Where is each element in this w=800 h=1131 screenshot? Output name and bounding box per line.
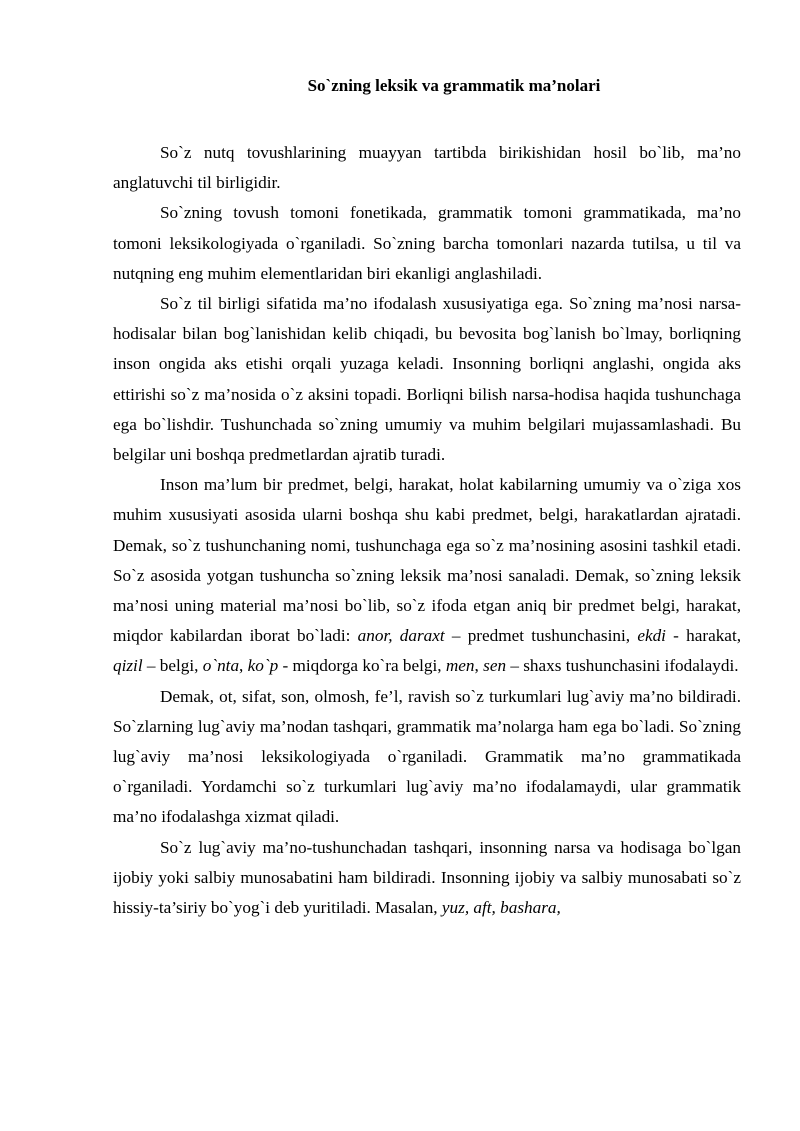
paragraph-text: So`z nutq tovushlarining muayyan tartibda birikishidan hosil bo`lib, ma’no anglatuvchi til birligidir. <box>113 143 741 193</box>
paragraph-text: , <box>474 656 484 676</box>
paragraph-text: – predmet tushunchasini, <box>444 626 638 646</box>
italic-example-text: qizil <box>113 656 143 676</box>
document-body <box>113 138 741 923</box>
document-title: So`zning leksik va grammatik ma’nolari <box>307 76 601 95</box>
paragraph <box>113 833 741 924</box>
paragraph-text: , <box>239 656 248 676</box>
italic-example-text: o`nta <box>202 656 240 676</box>
paragraph-text: Inson ma’lum bir predmet, belgi, harakat, holat kabilarning umumiy va o`ziga xos muhim xususiyati asosida ularni boshqa shu kabi predmet, belgi, harakatlardan ajratadi. Demak, so`z tushunchaning nomi, tushunchaga ega so`z ma’nosining asosini tashkil etadi. So`z asosida yotgan tushuncha so`zning leksik ma’nosi sanaladi. Demak, so`zning leksik ma’nosi uning material ma’nosi bo`lib, so`z ifoda etgan aniq bir predmet belgi, harakat, miqdor kabilardan iborat bo`ladi: <box>113 475 741 646</box>
italic-example-text: men <box>445 656 475 676</box>
paragraph <box>113 470 741 681</box>
italic-example-text: ekdi <box>637 626 666 646</box>
paragraph-text: So`zning tovush tomoni fonetikada, grammatik tomoni grammatikada, ma’no tomoni leksikologiyada o`rganiladi. So`zning barcha tomonlari nazarda tutilsa, u til va nutqning eng muhim elementlaridan biri ekanligi anglashiladi. <box>113 203 741 283</box>
paragraph <box>113 138 741 198</box>
paragraph-text: So`z til birligi sifatida ma’no ifodalash xususiyatiga ega. So`zning ma’nosi narsa-hodisalar bilan bog`lanishidan kelib chiqadi, bu bevosita bog`lanish bo`lmay, borliqning inson ongida aks etishi orqali yuzaga keladi. Insonning borliqni anglashi, ongida aks ettirishi so`z ma’nosida o`z aksini topadi. Borliqni bilish narsa-hodisa haqida tushunchaga ega bo`lishdir. Tushunchada so`zning umumiy va muhim belgilari mujassamlashadi. Bu belgilar uni boshqa predmetlardan ajratib turadi. <box>113 294 741 465</box>
paragraph-text: – shaxs tushunchasini ifodalaydi. <box>506 656 739 676</box>
paragraph <box>113 198 741 289</box>
paragraph-text: Demak, ot, sifat, son, olmosh, fe’l, ravish so`z turkumlari lug`aviy ma’no bildiradi. So`zlarning lug`aviy ma’nodan tashqari, grammatik ma’nolarga ham ega bo`ladi. So`zning lug`aviy ma’nosi leksikologiyada o`rganiladi. Grammatik ma’no grammatikada o`rganiladi. Yordamchi so`z turkumlari lug`aviy ma’no ifodalamaydi, ular grammatik ma’no ifodalashga xizmat qiladi. <box>113 686 741 827</box>
paragraph <box>113 682 741 833</box>
paragraph-text: So`z lug`aviy ma’no-tushunchadan tashqari, insonning narsa va hodisaga bo`lgan ijobiy yoki salbiy munosabatini ham bildiradi. Insonning ijobiy va salbiy munosabati so`z hissiy-ta’siriy bo`yog`i deb yuritiladi. Masalan, <box>113 837 741 918</box>
paragraph-text: – belgi, <box>142 656 203 676</box>
italic-example-text: sen <box>483 656 507 676</box>
paragraph-text: - harakat, <box>665 626 742 646</box>
italic-example-text: anor, daraxt <box>357 626 445 646</box>
paragraph-text: - miqdorga ko`ra belgi, <box>278 656 446 676</box>
paragraph <box>113 289 741 470</box>
italic-example-text: ko`p <box>247 656 279 676</box>
italic-example-text: yuz, aft, bashara, <box>441 898 561 918</box>
